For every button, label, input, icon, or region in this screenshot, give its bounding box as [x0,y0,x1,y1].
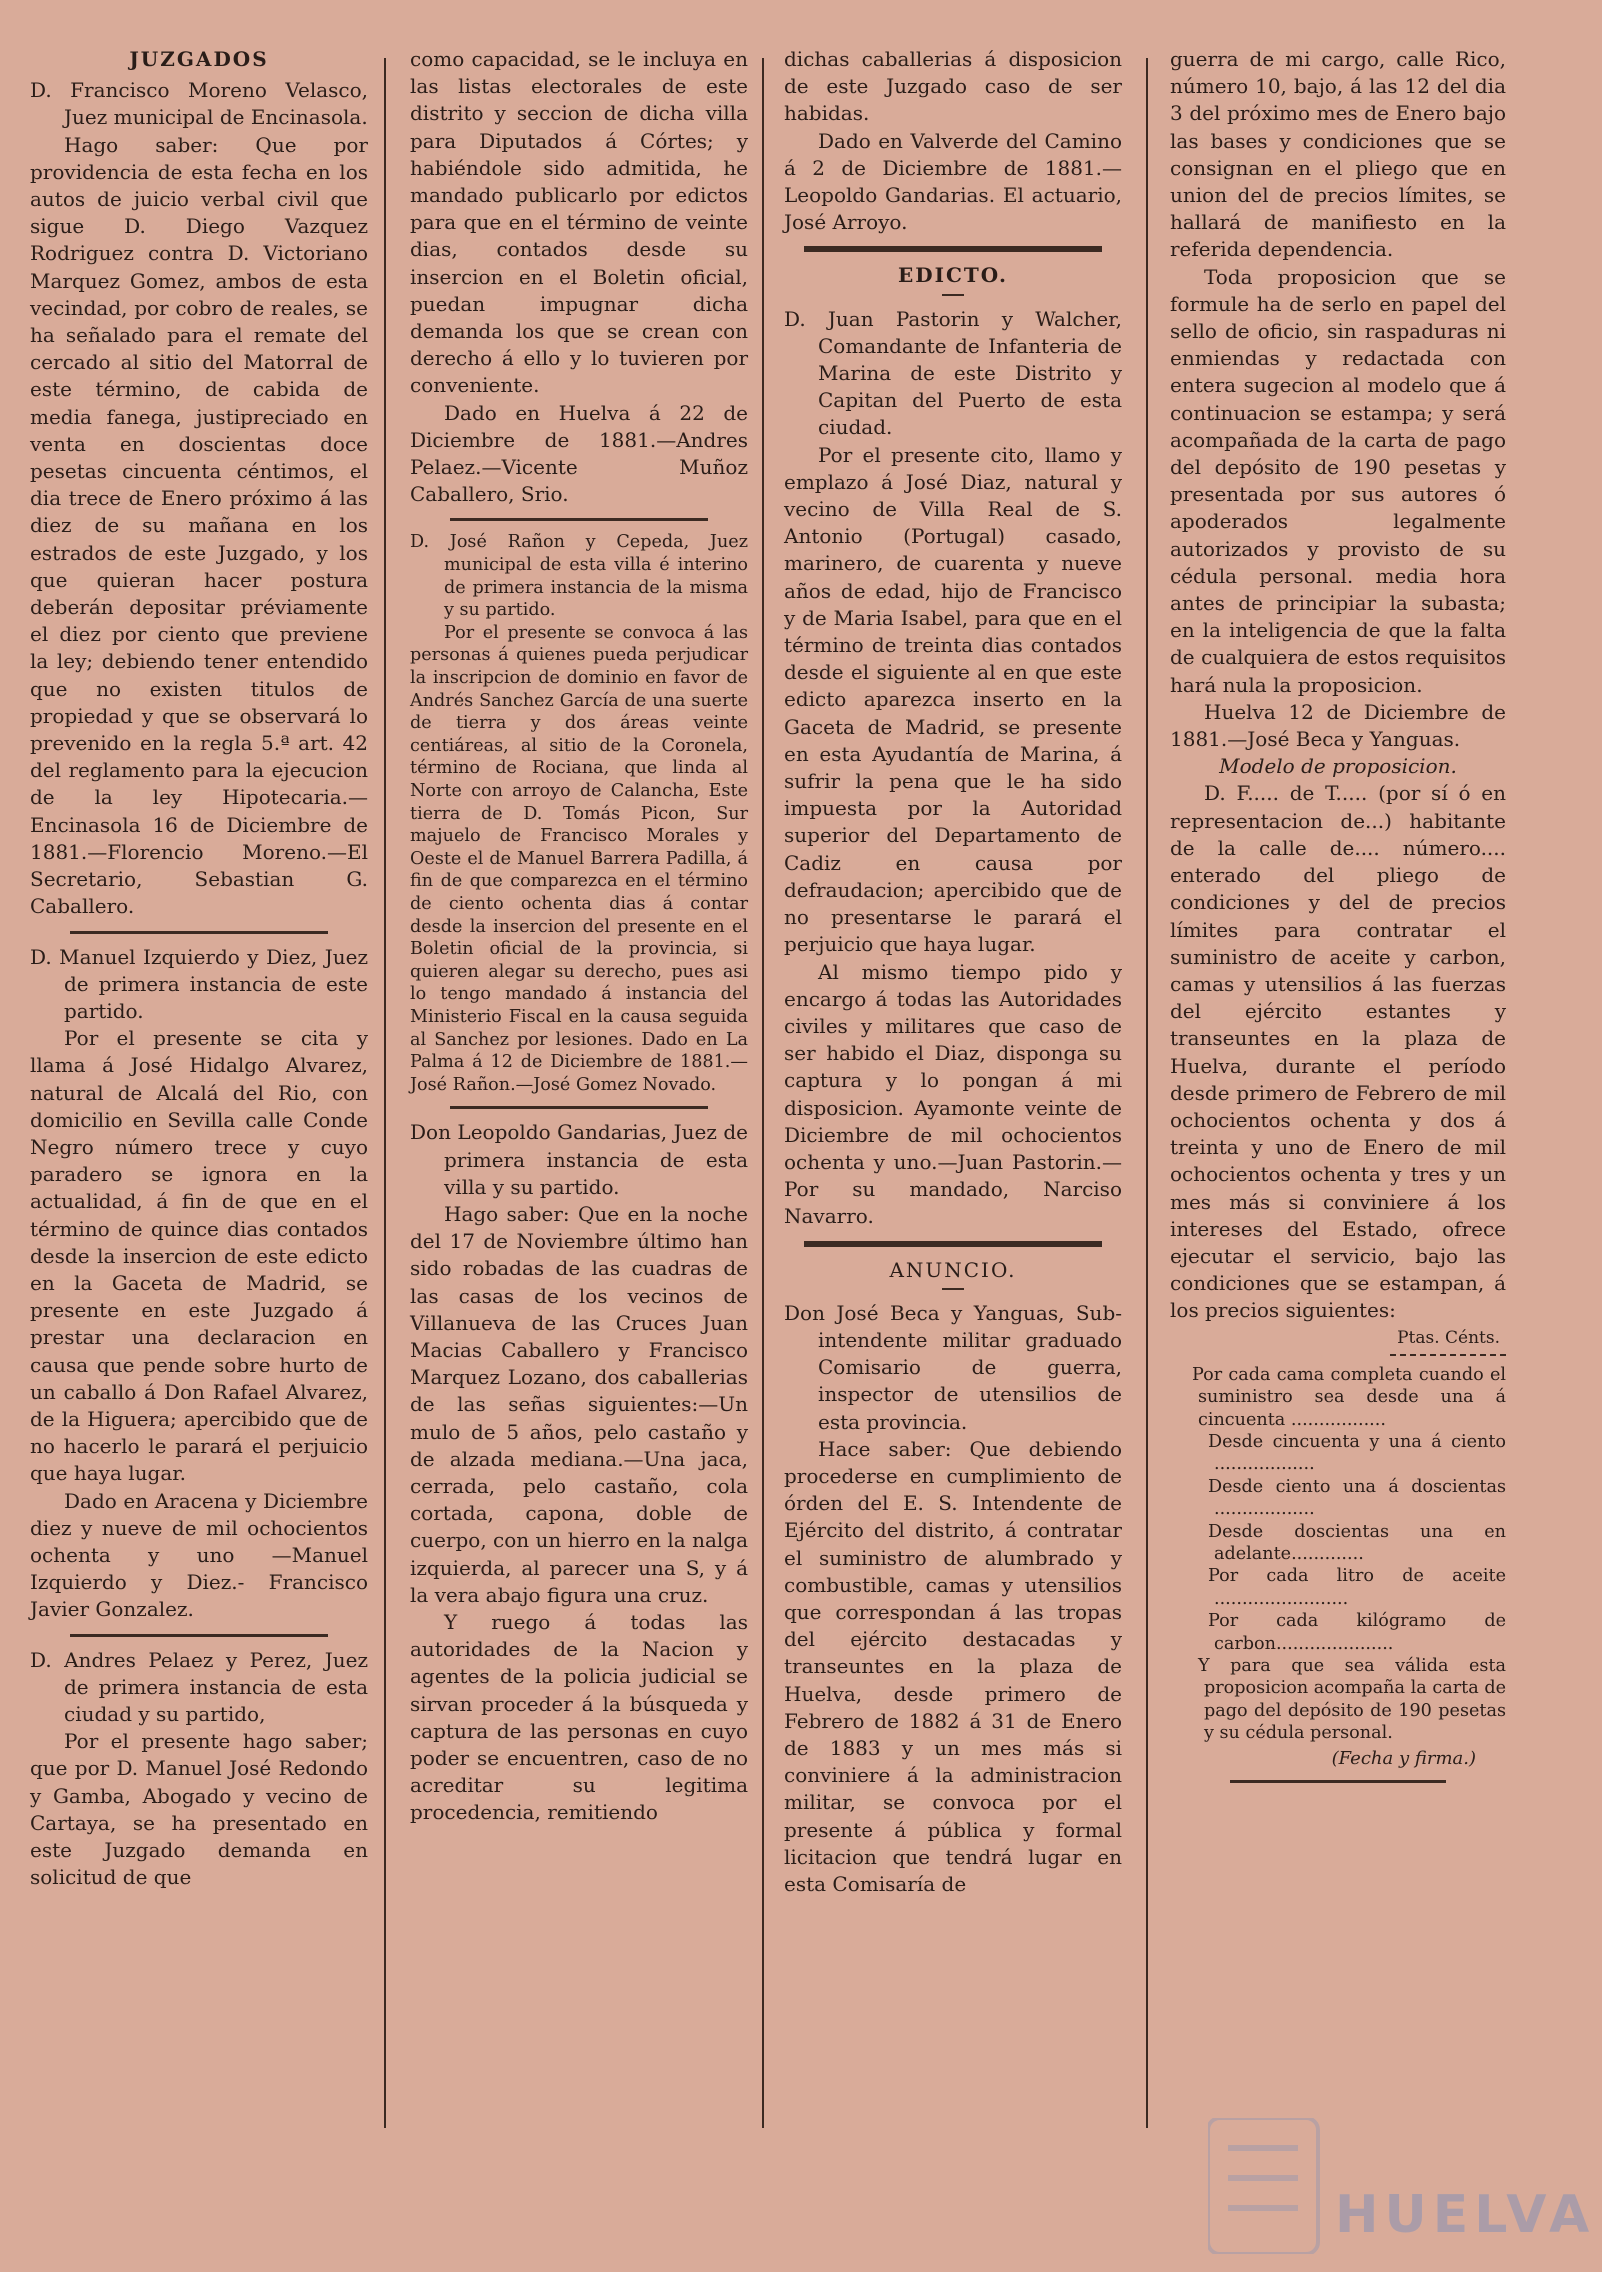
anuncio-title: Don José Beca y Yanguas, Sub-intendente militar graduado Comisario de guerra, inspector de utensilios de esta provincia. [784,1300,1122,1434]
column-4 [1170,46,1506,1783]
notice-2-body: Por el presente se cita y llama á José Hidalgo Alvarez, natural de Alcalá del Rio, con domicilio en Sevilla calle Conde Negro número trece y cuyo paradero se ignora en la actualidad, á fin de que en el término de quince dias contados desde la insercion de este edicto en la Gaceta de Madrid, se presente en este Juzgado á prestar una declaracion en causa que pende sobre hurto de un caballo á Don Rafael Alvarez, de la Higuera; apercibido que de no hacerlo le parará el perjuicio que haya lugar. [30,1026,368,1486]
notice-3-body: Por el presente hago saber; que por D. Manuel José Redondo y Gamba, Abogado y vecino de Cartaya, se ha presentado en este Juzgado demanda en solicitud de que [30,1729,368,1890]
column-2 [410,46,748,1827]
model-heading: Modelo de proposicion. [1219,754,1457,779]
price-item: Por cada kilógramo de carbon..................... [1208,1611,1506,1654]
notice-3-signature: Dado en Huelva á 22 de Diciembre de 1881.—Andres Pelaez.—Vicente Muñoz Caballero, Srio. [410,400,748,507]
section-heading-juzgados: JUZGADOS [129,47,269,71]
heading-dash [942,294,964,296]
notice-5-title: Don Leopoldo Gandarias, Juez de primera instancia de esta villa y su partido. [410,1120,748,1199]
notice-3-title: D. Andres Pelaez y Perez, Juez de primera instancia de esta ciudad y su partido, [30,1647,368,1726]
price-item: Desde cincuenta y una á ciento .................. [1208,1431,1506,1475]
column-1 [30,46,368,1891]
notice-2-title: D. Manuel Izquierdo y Diez, Juez de primera instancia de este partido. [30,944,368,1023]
anuncio-continued: guerra de mi cargo, calle Rico, número 10, bajo, á las 12 del dia 3 del próximo mes de Enero bajo las bases y condiciones que se consignan en el pliego que en union del de precios límites, se hallará de manifiesto en la referida dependencia. [1170,47,1506,262]
closing-rule [1230,1780,1446,1783]
notice-2-signature: Dado en Aracena y Diciembre diez y nueve de mil ochocientos ochenta y uno —Manuel Izquierdo y Diez.- Francisco Javier Gonzalez. [30,1488,368,1622]
separator [70,931,328,934]
notice-4-title: D. José Rañon y Cepeda, Juez municipal de esta villa é interino de primera instancia de la misma y su partido. [410,532,748,621]
price-header-rule [1390,1354,1506,1356]
anuncio-continued-2: Toda proposicion que se formule ha de serlo en papel del sello de oficio, sin raspaduras ni enmiendas y redactada con entera sugecion al modelo que á continuacion se estampa; y será acompañada de la carta de pago del depósito de 190 pesetas y presentada por sus autores ó apoderados legalmente autorizados y provisto de su cédula personal. media hora antes de principiar la subasta; en la inteligencia de que la falta de cualquiera de estos requisitos hará nula la proposicion. [1170,264,1506,697]
edicto-body-2: Al mismo tiempo pido y encargo á todas las Autoridades civiles y militares que caso de ser habido el Diaz, disponga su captura y lo pongan á mi disposicion. Ayamonte veinte de Diciembre de mil ochocientos ochenta y uno.—Juan Pastorin.—Por su mandado, Narciso Navarro. [784,959,1122,1229]
closing-signature: (Fecha y firma.) [1331,1747,1476,1769]
notice-5-body-2: Y ruego á todas las autoridades de la Nacion y agentes de la policia judicial se sirvan proceder á la búsqueda y captura de las personas en cuyo poder se encuentren, caso de no acreditar su legitima procedencia, remitiendo [410,1609,748,1825]
separator [450,1106,708,1109]
notice-3-continued: como capacidad, se le incluya en las listas electorales de este distrito y seccion de dicha villa para Diputados á Córtes; y habiéndole sido admitida, he mandado publicarlo por edictos para que en el término de veinte dias, contados desde su insercion en el Boletin oficial, puedan impugnar dicha demanda los que se crean con derecho á ello y lo tuvieren por conveniente. [410,47,748,398]
section-heading-anuncio: ANUNCIO. [889,1257,1017,1282]
separator-double [804,246,1102,252]
watermark-text: HUELVA [1335,2185,1596,2245]
separator-double [804,1241,1102,1247]
notice-4-body: Por el presente se convoca á las personas á quienes pueda perjudicar la inscripcion de dominio en favor de Andrés Sanchez García de una suerte de tierra y dos áreas veinte centiáreas, al sitio de la Coronela, término de Rociana, que linda al Norte con arroyo de Calancha, Este tierra de D. Tomás Picon, Sur majuelo de Francisco Morales y Oeste el de Manuel Barrera Padilla, á fin de que comparezca en el término de ciento ochenta dias á contar desde la insercion del presente en el Boletin oficial de la provincia, si quieren alegar su derecho, pues asi lo tengo mandado á instancia del Ministerio Fiscal en la causa seguida al Sanchez por lesiones. Dado en La Palma á 12 de Diciembre de 1881.—José Rañon.—José Gomez Novado. [410,622,748,1095]
notice-5-continued: dichas caballerias á disposicion de este Juzgado caso de ser habidas. [784,47,1122,126]
price-header: Ptas. Cénts. [1397,1327,1500,1348]
price-item: Desde doscientas una en adelante............. [1208,1521,1506,1564]
price-item: Desde ciento una á doscientas .................. [1208,1476,1506,1520]
notice-1-title: D. Francisco Moreno Velasco, Juez municipal de Encinasola. [30,78,368,130]
price-item: Y para que sea válida esta proposicion acompaña la carta de pago del depósito de 190 pesetas y su cédula personal. [1198,1656,1506,1744]
anuncio-body: Hace saber: Que debiendo procederse en cumplimiento de órden del E. S. Intendente de Ejército del distrito, á contratar el suministro de alumbrado y combustible, camas y utensilios que correspondan á las tropas del ejército destacadas y transeuntes en la plaza de Huelva, desde primero de Febrero de 1882 á 31 de Enero de 1883 y un mes más si conviniere á la administracion militar, se convoca por el presente á pública y formal licitacion que tendrá lugar en esta Comisaría de [784,1436,1122,1896]
notice-5-body: Hago saber: Que en la noche del 17 de Noviembre último han sido robadas de las cuadras de las casas de los vecinos de Villanueva de las Cruces Juan Macias Caballero y Francisco Marquez Lozano, dos caballerias de las señas siguientes:—Un mulo de 5 años, pelo castaño y de alzada mediana.—Una jaca, cerrada, pelo castaño, cola cortada, capona, doble de cuerpo, con un hierro en la nalga izquierda, al parecer una S, y á la vera abajo figura una cruz. [410,1201,748,1607]
column-divider-3 [1146,58,1148,2128]
notice-5-signature: Dado en Valverde del Camino á 2 de Diciembre de 1881.—Leopoldo Gandarias. El actuario, José Arroyo. [784,128,1122,235]
column-divider-2 [762,58,764,2128]
column-divider-1 [384,58,386,2128]
separator [450,518,708,521]
price-item: Por cada litro de aceite ........................ [1208,1566,1506,1609]
edicto-title: D. Juan Pastorin y Walcher, Comandante de Infanteria de Marina de este Distrito y Capitan del Puerto de esta ciudad. [784,306,1122,440]
anuncio-signature: Huelva 12 de Diciembre de 1881.—José Beca y Yanguas. [1170,699,1506,752]
section-heading-edicto: EDICTO. [898,263,1008,288]
notice-1-body: Hago saber: Que por providencia de esta fecha en los autos de juicio verbal civil que sigue D. Diego Vazquez Rodriguez contra D. Victoriano Marquez Gomez, ambos de esta vecindad, por cobro de reales, se ha señalado para el remate del cercado al sitio del Matorral de este término, de cabida de media fanega, justipreciado en venta en doscientas doce pesetas cincuenta céntimos, el dia trece de Enero próximo á las diez de su mañana en los estrados de este Juzgado, y los que quieran hacer postura deberán depositar préviamente el diez por ciento que previene la ley; debiendo tener entendido que no existen titulos de propiedad y que se observará lo prevenido en la regla 5.ª art. 42 del reglamento para la ejecucion de la ley Hipotecaria.—Encinasola 16 de Diciembre de 1881.—Florencio Moreno.—El Secretario, Sebastian G. Caballero. [30,132,368,919]
separator [70,1634,328,1637]
price-item: Por cada cama completa cuando el suministro sea desde una á cincuenta ................. [1192,1364,1506,1430]
column-3 [784,46,1122,1898]
edicto-body: Por el presente cito, llamo y emplazo á José Diaz, natural y vecino de Villa Real de S. Antonio (Portugal) casado, marinero, de cuarenta y nueve años de edad, hijo de Francisco y de Maria Isabel, para que en el término de treinta dias contados desde el siguiente al en que este edicto aparezca inserto en la Gaceta de Madrid, se presente en esta Ayudantía de Marina, á sufrir la pena que le ha sido impuesta por la Autoridad superior del Departamento de Cadiz en causa por defraudacion; apercibido que de no presentarse le parará el perjuicio que haya lugar. [784,442,1122,957]
model-body: D. F..... de T..... (por sí ó en representacion de...) habitante de la calle de.... número.... enterado del pliego de condiciones y del de precios límites para contratar el suministro de aceite y carbon, camas y utensilios á las fuerzas del ejército estantes y transeuntes en la plaza de Huelva, durante el período desde primero de Febrero de mil ochocientos ochenta y dos á treinta y uno de Enero de mil ochocientos ochenta y tres y un mes más si conviniere á los intereses del Estado, ofrece ejecutar el servicio, bajo las condiciones que se estampan, á los precios siguientes: [1170,781,1506,1323]
heading-dash [942,1288,964,1290]
